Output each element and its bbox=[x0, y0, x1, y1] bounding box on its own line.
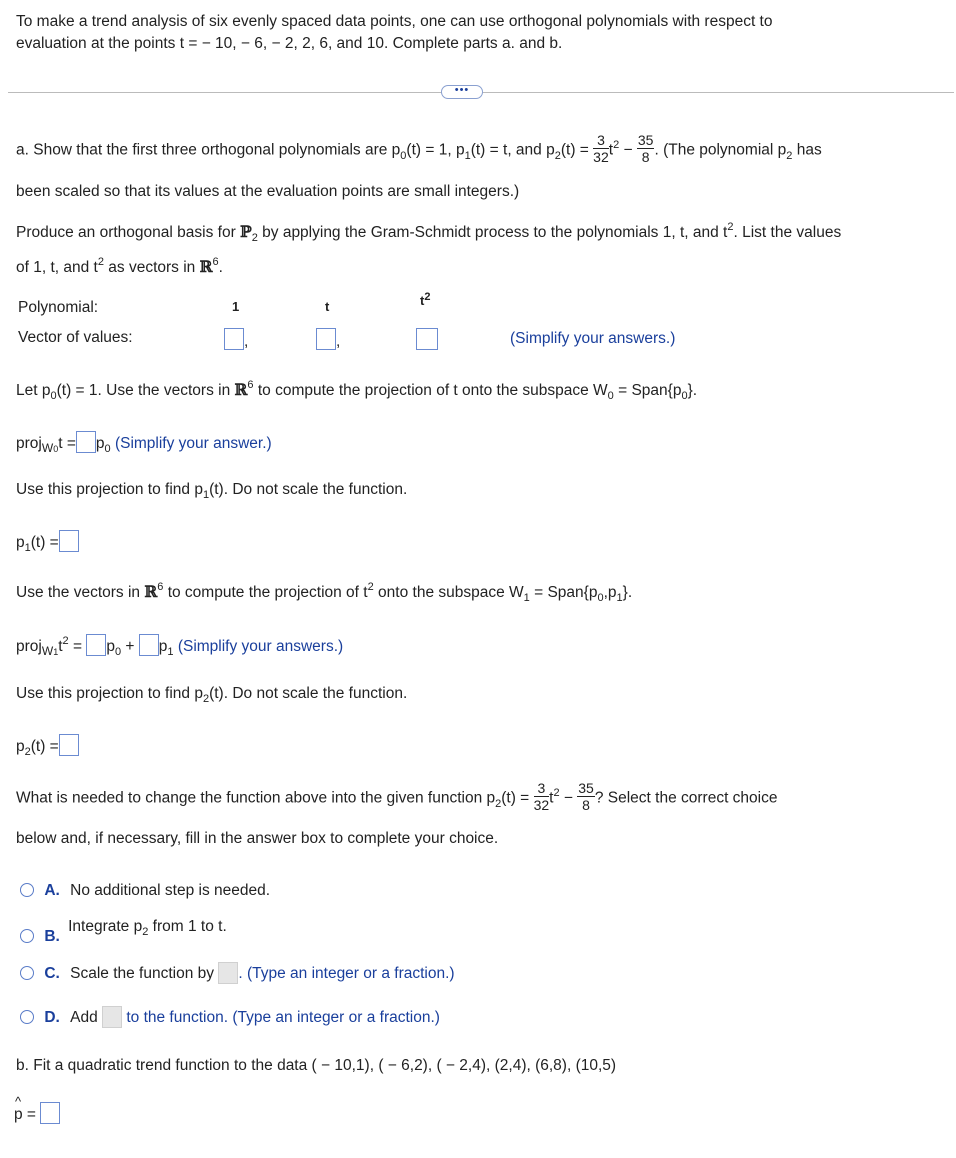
proj-w1-coef0-input[interactable] bbox=[86, 634, 106, 656]
part-b-statement: b. Fit a quadratic trend function to the data ( − 10,1), ( − 6,2), ( − 2,4), (2,4), (6,8), (10,5) bbox=[16, 1057, 617, 1074]
col-header-1: 1 bbox=[232, 299, 240, 314]
vector-t-input[interactable]: , bbox=[316, 328, 340, 351]
choice-a-radio[interactable] bbox=[20, 883, 34, 897]
what-needed-question: What is needed to change the function above into the given function $p_2(t)$ = $\frac{3}{32}$ $t^2$ − $\frac{35}{8}$ ? Select the correct choice bbox=[16, 780, 778, 813]
phat-row: ^ p = bbox=[14, 1102, 60, 1124]
fraction-35-8: $\frac{35}{8}$ bbox=[637, 132, 654, 165]
col-header-t: t bbox=[325, 299, 330, 314]
choice-b[interactable]: B. Integrate $p_2$ from 1 to t. bbox=[20, 918, 227, 946]
phat-input[interactable] bbox=[40, 1102, 60, 1124]
p2-row: $p_2(t)$ = bbox=[16, 734, 79, 756]
below-instruction: below and, if necessary, fill in the answer box to complete your choice. bbox=[16, 830, 499, 847]
find-p2-instruction: Use this projection to find $p_2(t)$. Do not scale the function. bbox=[16, 685, 408, 705]
fraction-3-32: $\frac{3}{32}$ bbox=[593, 132, 609, 165]
p2-input[interactable] bbox=[59, 734, 79, 756]
vector-label: Vector of values: bbox=[18, 329, 133, 346]
p1-input[interactable] bbox=[59, 530, 79, 552]
intro-line-1: To make a trend analysis of six evenly spaced data points, one can use orthogonal polynomials with respect to bbox=[16, 13, 773, 30]
add-constant-input[interactable] bbox=[102, 1006, 122, 1028]
scaled-note: been scaled so that its values at the evaluation points are small integers.) bbox=[16, 183, 520, 200]
part-a-statement: a. Show that the first three orthogonal polynomials are $p_0(t) = 1$, $p_1(t) = t$, and $p_2(t)$ = $\frac{3}{32}$ $t^2$ − $\frac{35}{8}$ . (The polynomial $p_2$ has bbox=[16, 132, 822, 165]
gram-schmidt-instruction: Produce an orthogonal basis for ℙ$_2$ by applying the Gram-Schmidt process to the polynomials 1, t, and $t^2$. List the values bbox=[16, 221, 842, 244]
proj-w0-coef-input[interactable] bbox=[76, 431, 96, 453]
choice-d-radio[interactable] bbox=[20, 1010, 34, 1024]
choice-c[interactable]: C. Scale the function by . (Type an integer or a fraction.) bbox=[20, 962, 455, 984]
find-p1-instruction: Use this projection to find $p_1(t)$. Do not scale the function. bbox=[16, 481, 408, 501]
proj-w1-coef1-input[interactable] bbox=[139, 634, 159, 656]
vector-1-input[interactable]: , bbox=[224, 328, 248, 351]
proj-w0-row: proj$_{W0}$t = $p_0$ (Simplify your answer.) bbox=[16, 431, 272, 453]
choice-d[interactable]: D. Add to the function. (Type an integer or a fraction.) bbox=[20, 1006, 440, 1028]
simplify-answers-hint: (Simplify your answers.) bbox=[510, 330, 676, 347]
polynomial-label: Polynomial: bbox=[18, 299, 99, 316]
vector-t2-input[interactable] bbox=[416, 328, 438, 351]
scale-factor-input[interactable] bbox=[218, 962, 238, 984]
gram-schmidt-instruction-2: of 1, t, and $t^2$ as vectors in ℝ$^6$. bbox=[16, 256, 223, 276]
p1-row: $p_1(t)$ = bbox=[16, 530, 79, 552]
choice-a[interactable]: A. No additional step is needed. bbox=[20, 882, 270, 900]
proj-w1-row: $proj_{W1}t^2 = p_0 + p_1$ (Simplify your answers.) bbox=[16, 635, 344, 658]
choice-c-radio[interactable] bbox=[20, 966, 34, 980]
projection-t2-instruction: Use the vectors in ℝ$^6$ to compute the projection of $t^2$ onto the subspace $W_1$ = $Span\{p_0,p_1\}$. bbox=[16, 581, 633, 604]
hat-symbol: ^ bbox=[15, 1094, 22, 1109]
projection-instruction: Let $p_0(t) = 1$. Use the vectors in ℝ$^6$ to compute the projection of t onto the subspace $W_0$ = $Span\{p_0\}$. bbox=[16, 379, 698, 402]
col-header-t2: $t^2$ bbox=[420, 291, 431, 308]
choice-b-radio[interactable] bbox=[20, 929, 34, 943]
expand-button[interactable]: ••• bbox=[441, 85, 483, 99]
intro-line-2: evaluation at the points t = − 10, − 6, − 2, 2, 6, and 10. Complete parts a. and b. bbox=[16, 35, 563, 52]
